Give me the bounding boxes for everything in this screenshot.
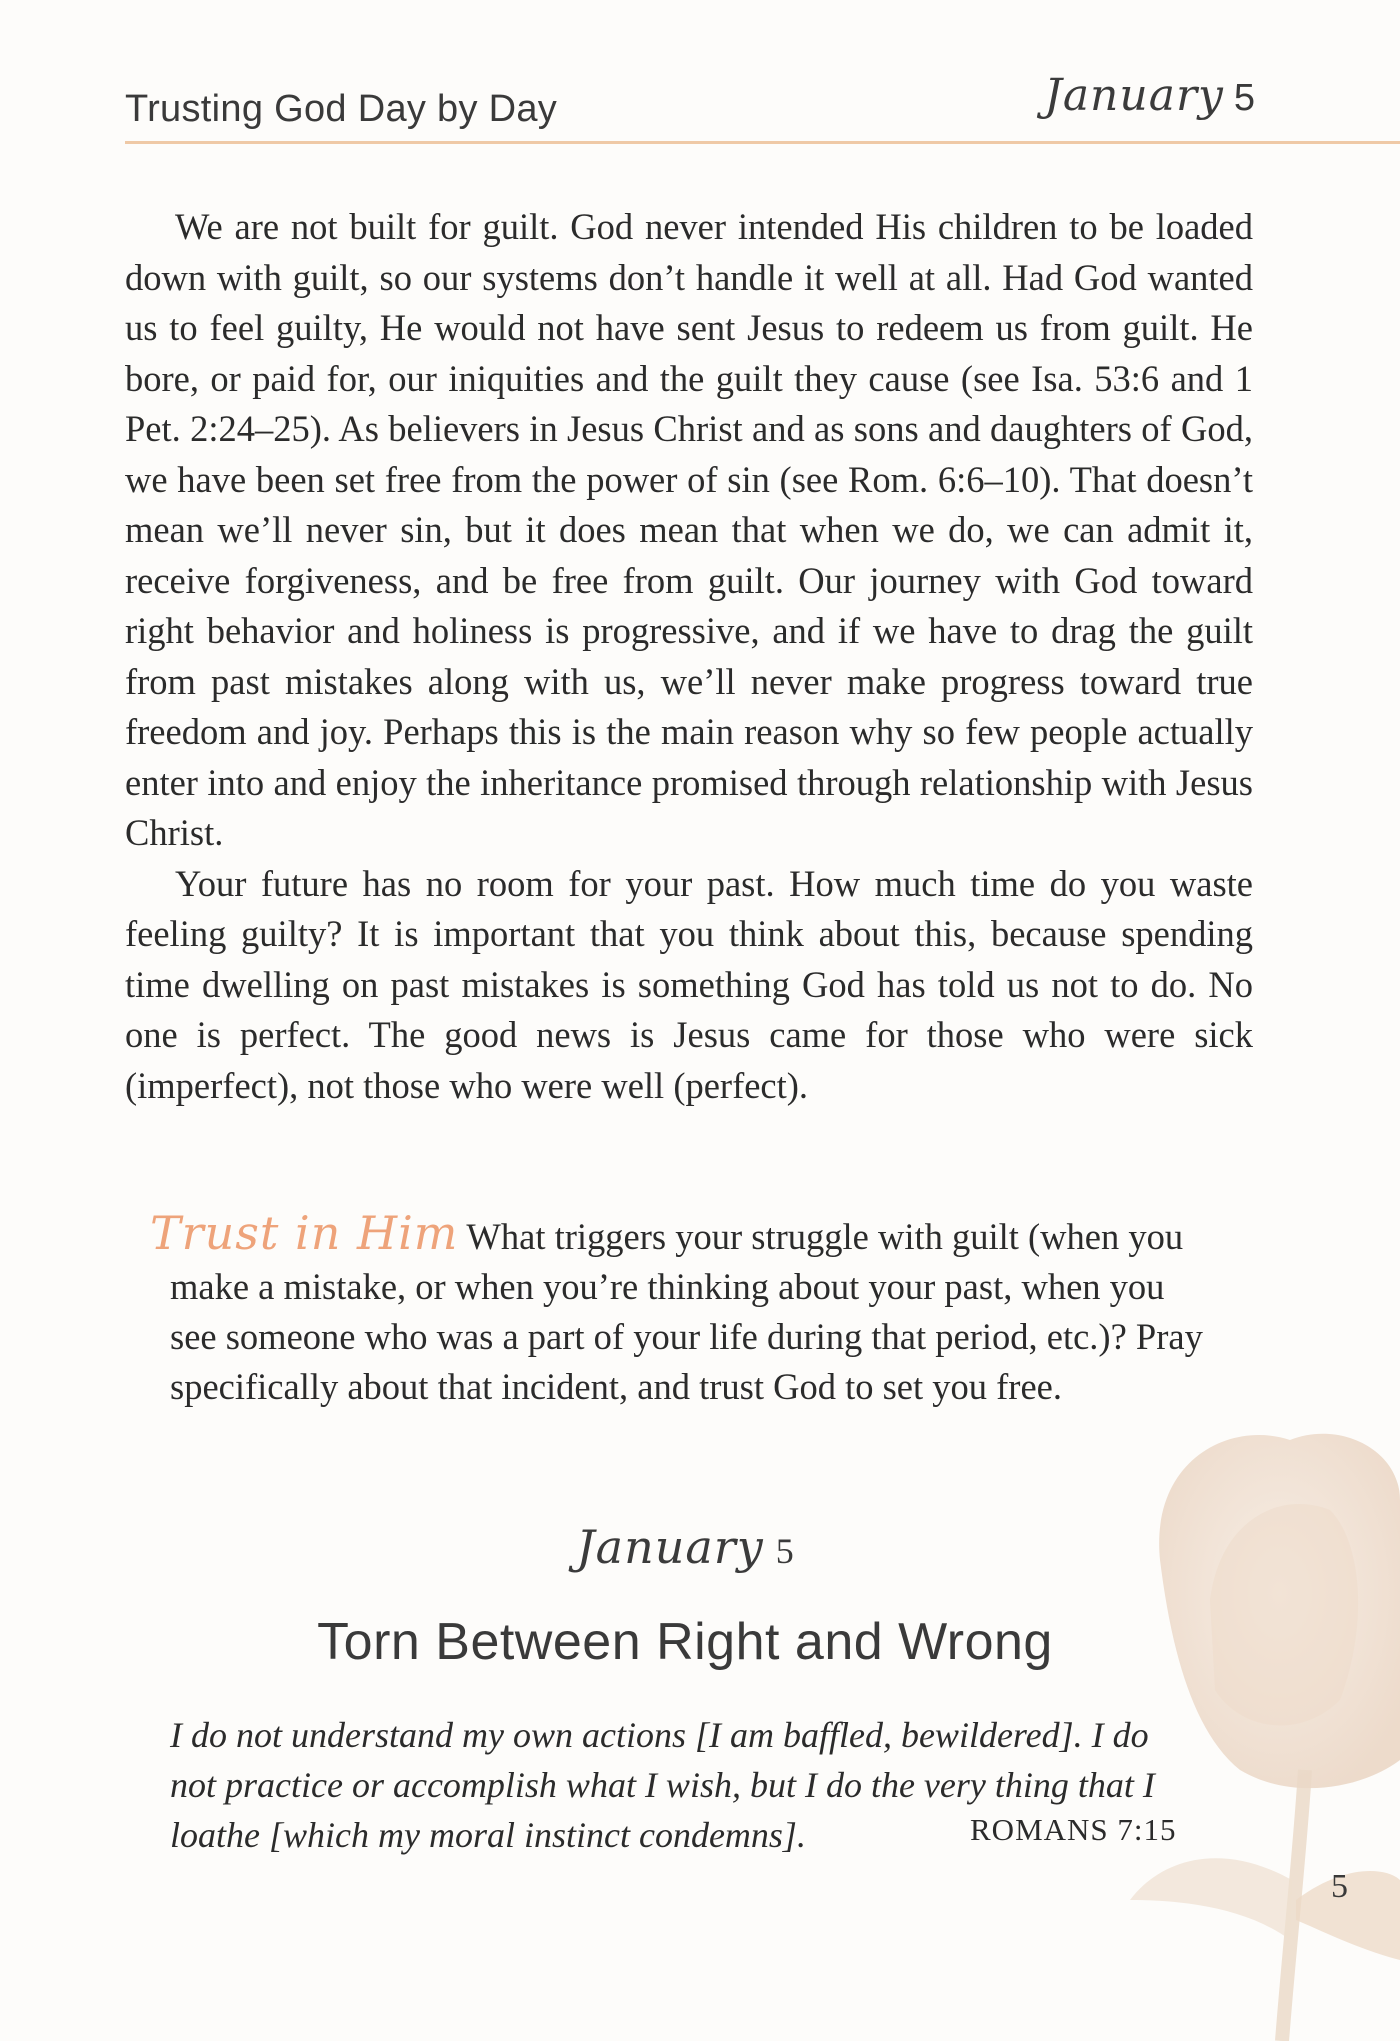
body-paragraph-1: We are not built for guilt. God never intended His children to be loaded down with guilt, so our systems don’t handle it well at all. Had God wanted us to feel guilty, He would not have sent Jesus to redeem us from guilt. He bore, or paid for, our iniquities and the guilt they cause (see Isa. 53:6 and 1 Pet. 2:24–25). As believers in Jesus Christ and as sons and daughters of God, we have been set free from the power of sin (see Rom. 6:6–10). That doesn’t mean we’ll never sin, but it does mean that when we do, we can admit it, receive forgiveness, and be free from guilt. Our journey with God toward right behavior and holiness is progressive, and if we have to drag the guilt from past mistakes along with us, we’ll never make progress toward true freedom and joy. Perhaps this is the main reason why so few people actually enter into and enjoy the inheritance promised through relationship with Jesus Christ. [125,206,1253,853]
scripture-verse: I do not understand my own actions [I am baffled, bewildered]. I do not practice or accomplish what I wish, but I do the very thing that I loathe [which my moral instinct condemns]. [170,1715,1155,1855]
trust-in-him-section [150,1206,1220,1412]
scripture-reference: ROMANS 7:15 [970,1812,1177,1847]
header-divider [125,141,1400,144]
entry-title: Torn Between Right and Wrong [317,1613,1053,1671]
trust-in-him-label: Trust in Him [150,1206,459,1260]
running-head-date [1044,70,1255,130]
running-head-book-title: Trusting God Day by Day [125,88,558,130]
entry-day: 5 [775,1531,794,1571]
running-head-day: 5 [1233,77,1255,119]
trust-in-him-text: What triggers your struggle with guilt (when you make a mistake, or when you’re thinking about your past, when you see someone who was a part of your life during that period, etc.)? Pray specifically about that incident, and trust God to set you free. [170,1216,1203,1407]
running-head-month: January [1044,70,1224,121]
devotional-body [125,202,1253,1111]
body-paragraph-2: Your future has no room for your past. How much time do you waste feeling guilty? It is important that you think about this, because spending time dwelling on past mistakes is something God has told us not to do. No one is perfect. The good news is Jesus came for those who were sick (imperfect), not those who were well (perfect). [125,862,1253,1106]
entry-month: January [576,1520,764,1574]
page-number: 5 [1331,1868,1348,1905]
entry-date [0,1520,1370,1574]
